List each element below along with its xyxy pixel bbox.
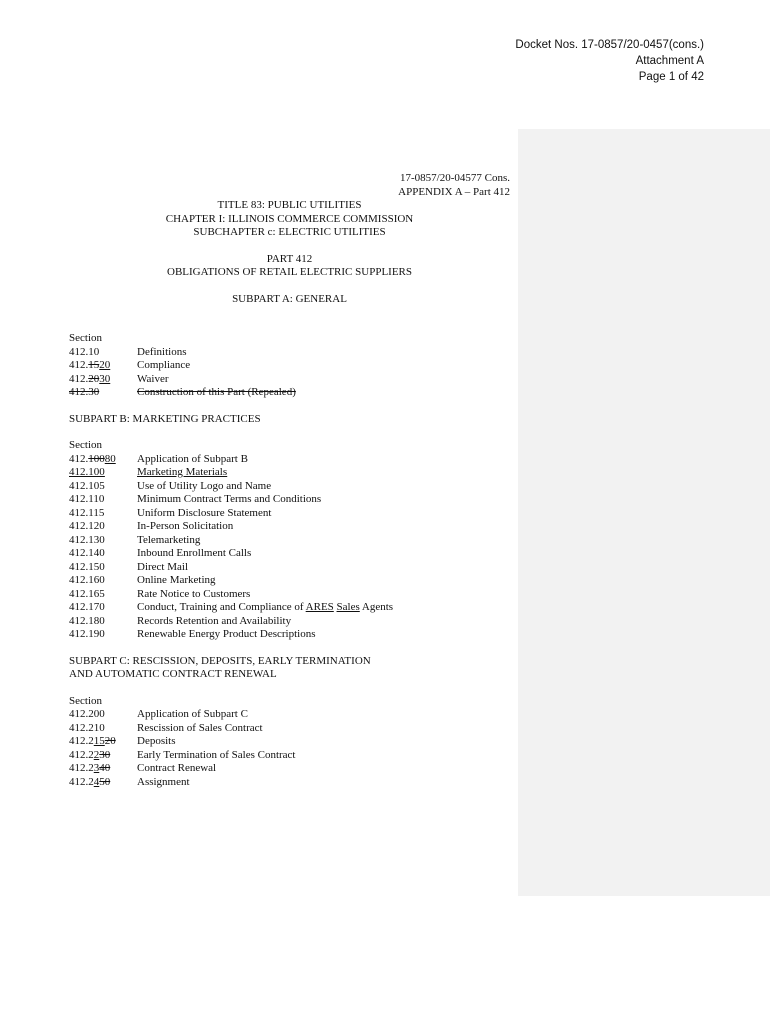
section-title bbox=[137, 359, 510, 373]
section-title bbox=[137, 493, 510, 507]
section-number-text: 412.130 bbox=[69, 533, 105, 546]
section-number-text: 412. bbox=[69, 452, 89, 465]
section-list-subpart-a bbox=[69, 346, 510, 400]
section-title-text: Conduct, Training and Compliance of bbox=[137, 601, 306, 613]
section-number-text-inserted: 2 bbox=[93, 748, 100, 761]
chapter-heading: CHAPTER I: ILLINOIS COMMERCE COMMISSION bbox=[165, 212, 414, 225]
section-number-text: 412.110 bbox=[69, 493, 105, 505]
section-number-text-deleted: 40 bbox=[99, 762, 111, 774]
attachment-label: Attachment A bbox=[635, 55, 704, 67]
section-title-text-deleted: Construction of this Part (Repealed) bbox=[137, 386, 296, 398]
section-title-text: Rescission of Sales Contract bbox=[137, 721, 263, 734]
section-number-text: 412.10 bbox=[69, 345, 100, 358]
section-number bbox=[69, 735, 137, 749]
subpart-c-heading-line: SUBPART C: RESCISSION, DEPOSITS, EARLY TERMINATION bbox=[69, 654, 371, 667]
section-title bbox=[137, 776, 510, 790]
section-number-text: 412.115 bbox=[69, 506, 105, 519]
section-number bbox=[69, 561, 137, 575]
section-title bbox=[137, 453, 510, 467]
section-title bbox=[137, 507, 510, 521]
subpart-b-heading: SUBPART B: MARKETING PRACTICES bbox=[69, 412, 261, 425]
section-title-text: Minimum Contract Terms and Conditions bbox=[137, 493, 322, 505]
section-label: Section bbox=[69, 332, 102, 344]
section-label: Section bbox=[69, 694, 102, 707]
section-entry bbox=[69, 534, 510, 548]
section-title bbox=[137, 615, 510, 629]
section-number bbox=[69, 480, 137, 494]
section-title bbox=[137, 520, 510, 534]
section-entry bbox=[69, 628, 510, 642]
section-number-text: 412.100 bbox=[69, 466, 105, 478]
section-title-text: Application of Subpart B bbox=[137, 452, 248, 465]
section-number-text-deleted: 20 bbox=[104, 735, 116, 747]
section-number bbox=[69, 373, 137, 387]
section-title-text: Assignment bbox=[137, 775, 190, 788]
section-number-text-inserted: 20 bbox=[99, 359, 111, 371]
section-entry bbox=[69, 708, 510, 722]
section-entry bbox=[69, 359, 510, 373]
section-title bbox=[137, 466, 510, 480]
section-number bbox=[69, 359, 137, 373]
section-entry bbox=[69, 453, 510, 467]
section-number-text: 412.150 bbox=[69, 560, 105, 573]
section-title bbox=[137, 749, 510, 763]
section-number bbox=[69, 453, 137, 467]
section-title bbox=[137, 480, 510, 494]
section-number bbox=[69, 547, 137, 561]
section-number-text: 412.2 bbox=[69, 775, 94, 788]
section-title-text: Renewable Energy Product Descriptions bbox=[137, 628, 316, 640]
section-number-text: 412.210 bbox=[69, 721, 105, 734]
section-number bbox=[69, 601, 137, 615]
section-number bbox=[69, 507, 137, 521]
section-list-subpart-c bbox=[69, 708, 510, 789]
section-number-text-inserted: 3 bbox=[93, 762, 100, 774]
section-number bbox=[69, 722, 137, 736]
section-entry bbox=[69, 762, 510, 776]
section-number bbox=[69, 534, 137, 548]
section-number-text: 412.2 bbox=[69, 762, 94, 774]
section-number-text: 412.180 bbox=[69, 614, 105, 627]
section-entry bbox=[69, 520, 510, 534]
section-title-text: Records Retention and Availability bbox=[137, 614, 292, 627]
section-number-text: 412.165 bbox=[69, 587, 105, 600]
section-number-text: 412.200 bbox=[69, 708, 105, 720]
section-entry bbox=[69, 574, 510, 588]
section-title bbox=[137, 722, 510, 736]
section-title-text: Rate Notice to Customers bbox=[137, 587, 251, 600]
section-number-text-deleted: 20 bbox=[88, 372, 100, 385]
section-title bbox=[137, 601, 510, 615]
section-title-text: Definitions bbox=[137, 345, 187, 358]
section-entry bbox=[69, 466, 510, 480]
section-number-text-inserted: 15 bbox=[93, 735, 105, 747]
section-entry bbox=[69, 386, 510, 400]
case-number: 17-0857/20-04577 Cons. bbox=[400, 172, 510, 184]
section-title bbox=[137, 547, 510, 561]
page-header bbox=[515, 37, 704, 85]
section-title-text: Inbound Enrollment Calls bbox=[137, 547, 252, 559]
section-entry bbox=[69, 373, 510, 387]
section-title bbox=[137, 561, 510, 575]
section-title-text: Online Marketing bbox=[137, 574, 216, 586]
section-entry bbox=[69, 722, 510, 736]
section-number bbox=[69, 776, 137, 790]
section-entry bbox=[69, 547, 510, 561]
section-number-text-deleted: 412.30 bbox=[69, 386, 100, 398]
section-number-text: 412. bbox=[69, 359, 89, 371]
section-number bbox=[69, 708, 137, 722]
section-title bbox=[137, 574, 510, 588]
section-number-text-deleted: 30 bbox=[99, 748, 111, 761]
section-number-text: 412.2 bbox=[69, 748, 94, 761]
appendix-label: APPENDIX A – Part 412 bbox=[398, 185, 510, 198]
section-title-text: Agents bbox=[359, 601, 394, 613]
section-entry bbox=[69, 561, 510, 575]
docket-number: Docket Nos. 17-0857/20-0457(cons.) bbox=[515, 39, 704, 51]
section-title bbox=[137, 708, 510, 722]
section-number bbox=[69, 615, 137, 629]
section-number-text: 412.190 bbox=[69, 628, 105, 640]
subpart-c-heading bbox=[69, 655, 510, 682]
section-entry bbox=[69, 588, 510, 602]
section-number-text: 412.170 bbox=[69, 601, 105, 613]
section-title-text: Marketing Materials bbox=[137, 466, 228, 478]
section-title-text: Early Termination of Sales Contract bbox=[137, 748, 296, 761]
section-title-text: Deposits bbox=[137, 735, 176, 747]
subchapter-heading: SUBCHAPTER c: ELECTRIC UTILITIES bbox=[193, 226, 386, 238]
section-number bbox=[69, 466, 137, 480]
section-number bbox=[69, 574, 137, 588]
section-number-text-deleted: 50 bbox=[99, 775, 111, 788]
section-number bbox=[69, 386, 137, 400]
document-body bbox=[69, 172, 510, 789]
section-number bbox=[69, 749, 137, 763]
section-entry bbox=[69, 507, 510, 521]
section-number bbox=[69, 346, 137, 360]
comment-margin bbox=[518, 129, 770, 896]
section-title bbox=[137, 588, 510, 602]
section-entry bbox=[69, 615, 510, 629]
section-entry bbox=[69, 480, 510, 494]
section-number-text: 412.2 bbox=[69, 735, 94, 747]
section-number-text: 412. bbox=[69, 372, 89, 385]
page-number: Page 1 of 42 bbox=[638, 71, 704, 83]
section-entry bbox=[69, 749, 510, 763]
section-entry bbox=[69, 735, 510, 749]
section-title bbox=[137, 628, 510, 642]
section-title bbox=[137, 346, 510, 360]
section-number-text-inserted: 80 bbox=[104, 452, 116, 465]
section-entry bbox=[69, 776, 510, 790]
section-title-text: Uniform Disclosure Statement bbox=[137, 506, 272, 519]
section-number-text-inserted: 4 bbox=[93, 775, 100, 788]
section-number bbox=[69, 520, 137, 534]
section-title-text: Compliance bbox=[137, 359, 191, 371]
section-title-text: Contract Renewal bbox=[137, 762, 217, 774]
section-number bbox=[69, 762, 137, 776]
section-number bbox=[69, 493, 137, 507]
section-number bbox=[69, 628, 137, 642]
section-title bbox=[137, 735, 510, 749]
section-entry bbox=[69, 493, 510, 507]
section-label: Section bbox=[69, 439, 102, 451]
section-number-text-deleted: 100 bbox=[88, 452, 105, 465]
section-list-subpart-b bbox=[69, 453, 510, 642]
subpart-a-heading: SUBPART A: GENERAL bbox=[232, 292, 347, 305]
part-heading: PART 412 bbox=[266, 252, 313, 265]
section-title-text: Direct Mail bbox=[137, 560, 189, 573]
section-title-text: Use of Utility Logo and Name bbox=[137, 479, 272, 492]
section-number-text: 412.120 bbox=[69, 520, 105, 532]
section-title-text: Telemarketing bbox=[137, 533, 201, 546]
section-title bbox=[137, 534, 510, 548]
section-number-text-inserted: 30 bbox=[99, 372, 111, 385]
section-number bbox=[69, 588, 137, 602]
section-title-text-inserted: Sales bbox=[336, 601, 360, 613]
section-number-text-deleted: 15 bbox=[88, 359, 100, 371]
section-entry bbox=[69, 601, 510, 615]
section-title-text: Waiver bbox=[137, 372, 169, 385]
section-title bbox=[137, 386, 510, 400]
section-number-text: 412.140 bbox=[69, 547, 105, 559]
title-heading: TITLE 83: PUBLIC UTILITIES bbox=[217, 199, 362, 211]
part-name: OBLIGATIONS OF RETAIL ELECTRIC SUPPLIERS bbox=[167, 266, 412, 278]
section-title bbox=[137, 762, 510, 776]
section-number-text: 412.160 bbox=[69, 574, 105, 586]
section-title bbox=[137, 373, 510, 387]
section-title-text: In-Person Solicitation bbox=[137, 520, 234, 532]
section-entry bbox=[69, 346, 510, 360]
section-title-text: Application of Subpart C bbox=[137, 708, 248, 720]
subpart-c-heading-line: AND AUTOMATIC CONTRACT RENEWAL bbox=[69, 668, 277, 680]
section-number-text: 412.105 bbox=[69, 479, 105, 492]
section-title-text-inserted: ARES bbox=[305, 601, 334, 613]
